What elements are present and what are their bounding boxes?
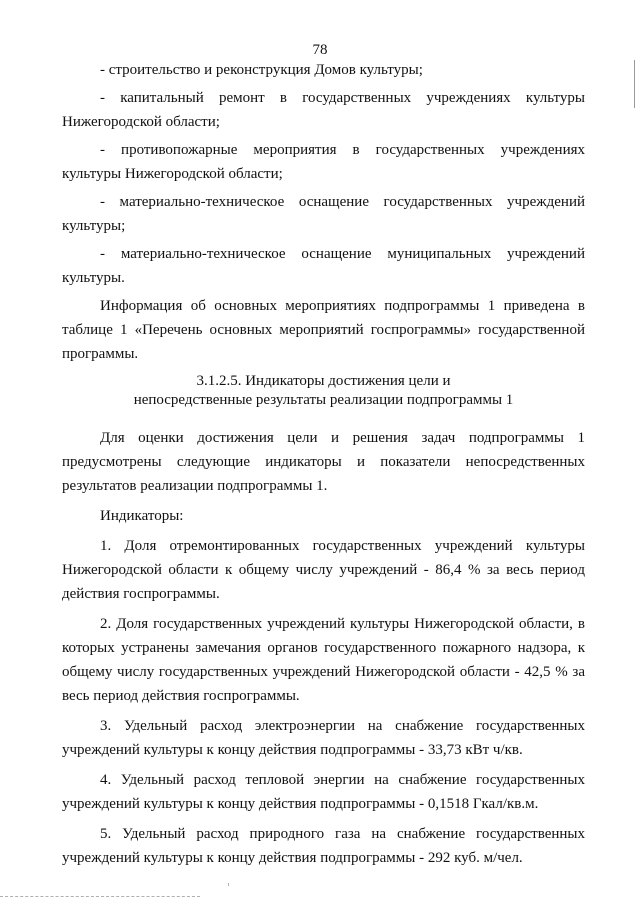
bullet-item: - капитальный ремонт в государственных учреждениях культуры Нижегородской области; [62, 90, 585, 130]
section-heading [62, 372, 585, 410]
section-heading-line-1: 3.1.2.5. Индикаторы достижения цели и [196, 373, 451, 389]
bullet-item: - материально-техническое оснащение государственных учреждений культуры; [62, 194, 585, 234]
indicator-item: 1. Доля отремонтированных государственных учреждений культуры Нижегородской области к общему числу учреждений - 86,4 % за весь период действия госпрограммы. [62, 538, 585, 602]
scan-speck [228, 883, 229, 886]
scan-edge-mark [634, 60, 635, 108]
bullet-item: - строительство и реконструкция Домов культуры; [100, 62, 423, 78]
page-number: 78 [312, 42, 328, 58]
indicator-item: 2. Доля государственных учреждений культуры Нижегородской области, в которых устранены замечания органов государственного пожарного надзора, к общему числу государственных учреждений Нижегородской области - 42,5 % за весь период действия госпрограммы. [62, 616, 585, 704]
bullet-item: - материально-техническое оснащение муниципальных учреждений культуры. [62, 246, 585, 286]
bullet-item: - противопожарные мероприятия в государственных учреждениях культуры Нижегородской области; [62, 142, 585, 182]
page-content [62, 58, 585, 876]
section-heading-line-2: непосредственные результаты реализации подпрограммы 1 [133, 392, 514, 408]
indicator-item: 5. Удельный расход природного газа на снабжение государственных учреждений культуры к концу действия подпрограммы - 292 куб. м/чел. [62, 826, 585, 866]
info-paragraph: Информация об основных мероприятиях подпрограммы 1 приведена в таблице 1 «Перечень основных мероприятий госпрограммы» государственной программы. [62, 298, 585, 362]
intro-paragraph: Для оценки достижения цели и решения задач подпрограммы 1 предусмотрены следующие индикаторы и показатели непосредственных результатов реализации подпрограммы 1. [62, 430, 585, 494]
scan-bottom-mark [0, 896, 200, 898]
indicator-item: 3. Удельный расход электроэнергии на снабжение государственных учреждений культуры к концу действия подпрограммы - 33,73 кВт ч/кв. [62, 718, 585, 758]
indicators-label: Индикаторы: [100, 508, 184, 524]
indicator-item: 4. Удельный расход тепловой энергии на снабжение государственных учреждений культуры к концу действия подпрограммы - 0,1518 Гкал/кв.м. [62, 772, 585, 812]
